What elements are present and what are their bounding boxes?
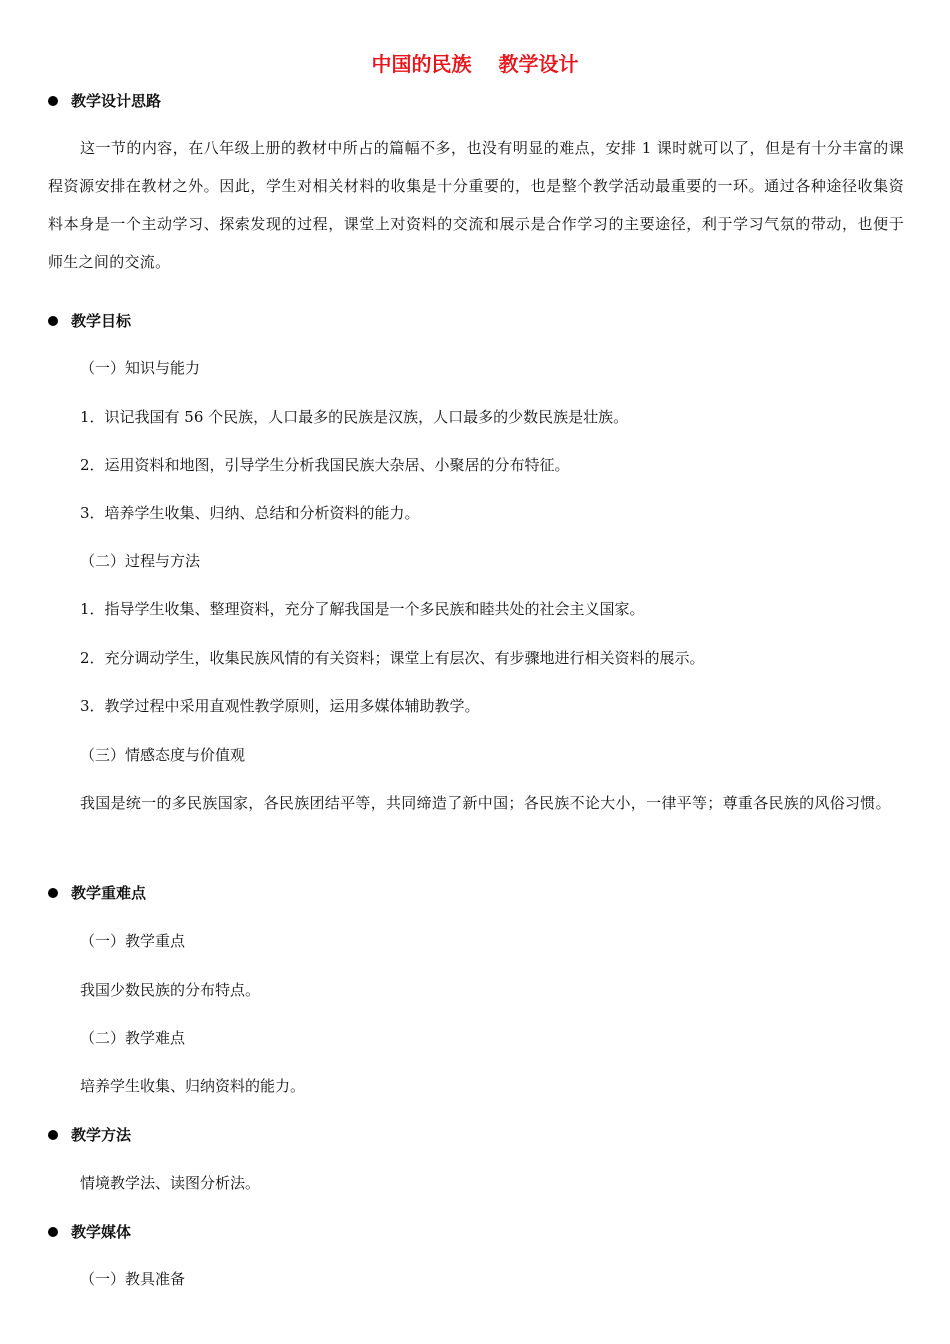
subheading-process: （二）过程与方法 — [80, 552, 201, 570]
heading-text: 教学设计思路 — [71, 92, 162, 110]
bullet-icon — [48, 1227, 58, 1237]
subheading-difficulty: （二）教学难点 — [80, 1029, 186, 1047]
list-item: 3．教学过程中采用直观性教学原则，运用多媒体辅助教学。 — [80, 697, 480, 715]
subheading-key-point: （一）教学重点 — [80, 932, 186, 950]
subheading-values: （三）情感态度与价值观 — [80, 746, 246, 764]
section-heading-key-points — [48, 882, 146, 903]
bullet-icon — [48, 96, 58, 106]
heading-text: 教学重难点 — [71, 884, 147, 902]
list-item: 2．运用资料和地图，引导学生分析我国民族大杂居、小聚居的分布特征。 — [80, 456, 570, 474]
document-title: 中国的民族 教学设计 — [371, 52, 579, 76]
section-heading-objectives — [48, 310, 131, 331]
key-point-text: 我国少数民族的分布特点。 — [80, 981, 261, 999]
list-item: 1．识记我国有 56 个民族，人口最多的民族是汉族，人口最多的少数民族是壮族。 — [80, 408, 629, 426]
subheading-knowledge: （一）知识与能力 — [80, 359, 201, 377]
section-heading-design-idea — [48, 90, 161, 111]
values-paragraph: 我国是统一的多民族国家，各民族团结平等，共同缔造了新中国；各民族不论大小，一律平等；尊重各民族的风俗习惯。 — [80, 794, 891, 812]
section-heading-media — [48, 1221, 131, 1242]
bullet-icon — [48, 1130, 58, 1140]
bullet-icon — [48, 888, 58, 898]
heading-text: 教学目标 — [71, 312, 132, 330]
methods-text: 情境教学法、读图分析法。 — [80, 1174, 261, 1192]
list-item: 2．充分调动学生，收集民族风情的有关资料；课堂上有层次、有步骤地进行相关资料的展示。 — [80, 649, 705, 667]
design-idea-paragraph: 这一节的内容，在八年级上册的教材中所占的篇幅不多，也没有明显的难点，安排 1 课时就可以了，但是有十分丰富的课程资源安排在教材之外。因此，学生对相关材料的收集是十分重要的，也是整个教学活动最重要的一环。通过各种途径收集资料本身是一个主动学习、探索发现的过程，课堂上对资料的交流和展示是合作学习的主要途径，利于学习气氛的带动，也便于师生之间的交流。 — [48, 139, 904, 271]
bullet-icon — [48, 316, 58, 326]
heading-text: 教学媒体 — [71, 1223, 132, 1241]
section-heading-methods — [48, 1124, 131, 1145]
list-item: 1．指导学生收集、整理资料，充分了解我国是一个多民族和睦共处的社会主义国家。 — [80, 600, 645, 618]
heading-text: 教学方法 — [71, 1126, 132, 1144]
list-item: 3．培养学生收集、归纳、总结和分析资料的能力。 — [80, 504, 420, 522]
difficulty-text: 培养学生收集、归纳资料的能力。 — [80, 1077, 306, 1095]
subheading-teaching-aids: （一）教具准备 — [80, 1270, 186, 1288]
